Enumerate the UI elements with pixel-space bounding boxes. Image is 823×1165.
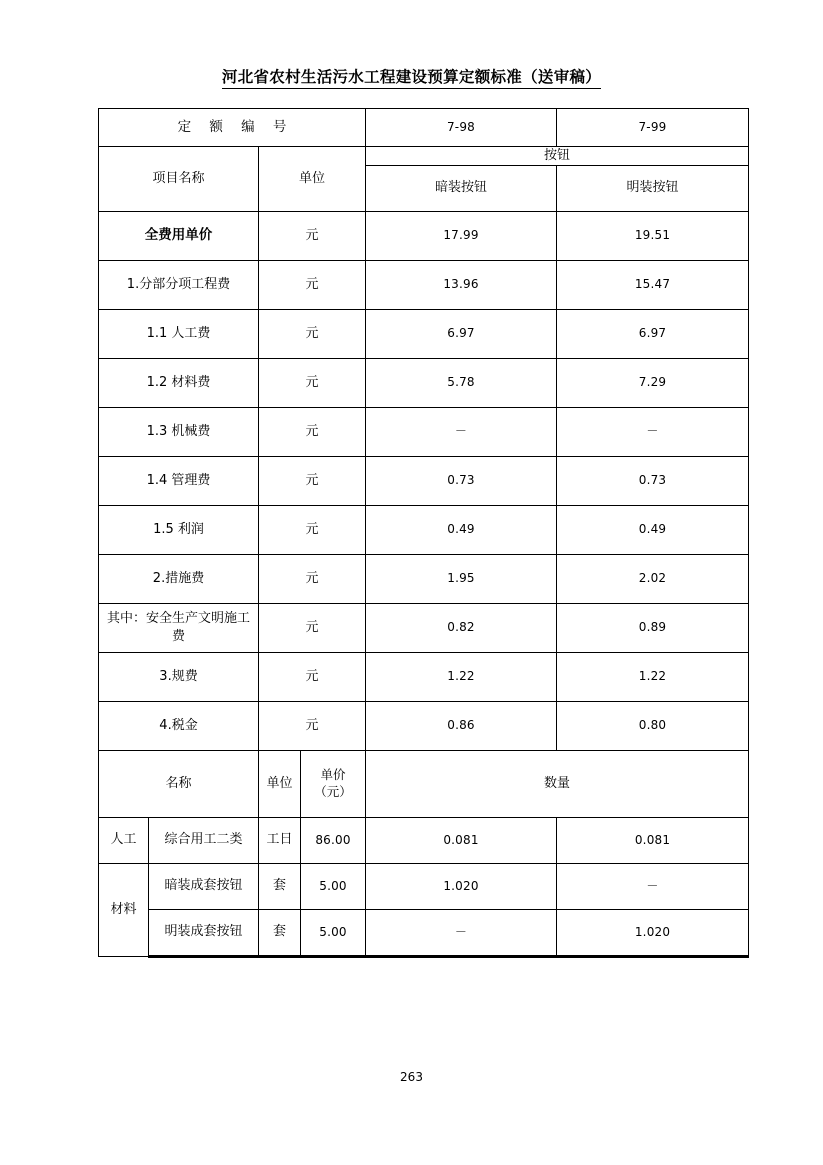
quota-code-value-1: 7-98 [366,109,557,147]
cost-row-value: 0.82 [366,603,557,652]
resource-quantity-header: 数量 [366,750,749,817]
item-column-header-2: 明装按钮 [557,165,749,211]
cost-row-unit: 元 [259,358,366,407]
cost-row-value: 0.73 [557,456,749,505]
item-column-header-1: 暗装按钮 [366,165,557,211]
page-title [0,66,823,88]
cost-row-value: 0.49 [366,505,557,554]
resource-name-header: 名称 [99,750,259,817]
table-row-resource [99,817,749,863]
resource-category: 材料 [99,863,149,956]
cost-row-value: － [366,407,557,456]
cost-row-value: 0.73 [366,456,557,505]
resource-table [98,750,749,958]
quota-table-container [98,108,748,958]
cost-row-unit: 元 [259,211,366,260]
resource-quantity: 0.081 [557,817,749,863]
cost-row-name: 1.1 人工费 [99,309,259,358]
cost-row-unit: 元 [259,603,366,652]
cost-row-value: 0.86 [366,701,557,750]
page-number: 263 [400,1070,423,1084]
cost-row-value: 6.97 [366,309,557,358]
cost-row-name: 3.规费 [99,652,259,701]
cost-row-value: 19.51 [557,211,749,260]
cost-row-name: 1.2 材料费 [99,358,259,407]
table-row-cost [99,603,749,652]
cost-row-value: － [557,407,749,456]
cost-row-unit: 元 [259,652,366,701]
cost-row-name: 1.3 机械费 [99,407,259,456]
cost-row-value: 0.89 [557,603,749,652]
cost-row-value: 6.97 [557,309,749,358]
resource-quantity: 1.020 [557,909,749,956]
table-row-quota-code [99,109,749,147]
table-row-cost [99,260,749,309]
cost-row-value: 1.95 [366,554,557,603]
cost-row-name: 2.措施费 [99,554,259,603]
table-row-resource [99,863,749,909]
quota-code-label: 定 额 编 号 [99,109,366,147]
cost-row-value: 0.80 [557,701,749,750]
resource-quantity: － [366,909,557,956]
resource-quantity: 1.020 [366,863,557,909]
cost-row-name: 4.税金 [99,701,259,750]
cost-row-unit: 元 [259,309,366,358]
resource-unit-price: 5.00 [301,863,366,909]
table-row-cost [99,211,749,260]
cost-row-value: 7.29 [557,358,749,407]
cost-row-unit: 元 [259,260,366,309]
cost-row-unit: 元 [259,554,366,603]
item-group-header: 按钮 [366,147,749,166]
table-row-cost [99,407,749,456]
cost-row-value: 0.49 [557,505,749,554]
cost-row-unit: 元 [259,456,366,505]
table-row-cost [99,652,749,701]
cost-row-value: 5.78 [366,358,557,407]
cost-row-value: 2.02 [557,554,749,603]
table-row-cost [99,701,749,750]
table-row-item-header-group [99,147,749,166]
cost-row-name: 其中：安全生产文明施工费 [99,603,259,652]
item-name-header: 项目名称 [99,147,259,212]
quota-code-value-2: 7-99 [557,109,749,147]
table-row-cost [99,358,749,407]
cost-row-unit: 元 [259,505,366,554]
resource-name: 明装成套按钮 [149,909,259,956]
table-row-resource [99,909,749,956]
table-row-resource-header [99,750,749,817]
cost-row-value: 15.47 [557,260,749,309]
cost-row-unit: 元 [259,701,366,750]
resource-unit: 工日 [259,817,301,863]
item-unit-header: 单位 [259,147,366,212]
resource-unit-header: 单位 [259,750,301,817]
resource-name: 暗装成套按钮 [149,863,259,909]
cost-row-name: 1.4 管理费 [99,456,259,505]
table-row-cost [99,505,749,554]
cost-row-value: 1.22 [366,652,557,701]
resource-unit-price: 86.00 [301,817,366,863]
resource-unit-price: 5.00 [301,909,366,956]
cost-row-value: 13.96 [366,260,557,309]
table-row-cost [99,554,749,603]
cost-row-value: 1.22 [557,652,749,701]
resource-category: 人工 [99,817,149,863]
page-title-text: 河北省农村生活污水工程建设预算定额标准（送审稿） [222,68,601,89]
resource-quantity: － [557,863,749,909]
table-row-cost [99,309,749,358]
resource-quantity: 0.081 [366,817,557,863]
resource-name: 综合用工二类 [149,817,259,863]
cost-row-value: 17.99 [366,211,557,260]
cost-row-name: 1.5 利润 [99,505,259,554]
quota-table [98,108,749,751]
resource-unit-price-header: 单价（元） [301,750,366,817]
cost-row-name: 1.分部分项工程费 [99,260,259,309]
resource-unit: 套 [259,909,301,956]
cost-row-unit: 元 [259,407,366,456]
table-row-cost [99,456,749,505]
resource-unit: 套 [259,863,301,909]
cost-row-name: 全费用单价 [99,211,259,260]
